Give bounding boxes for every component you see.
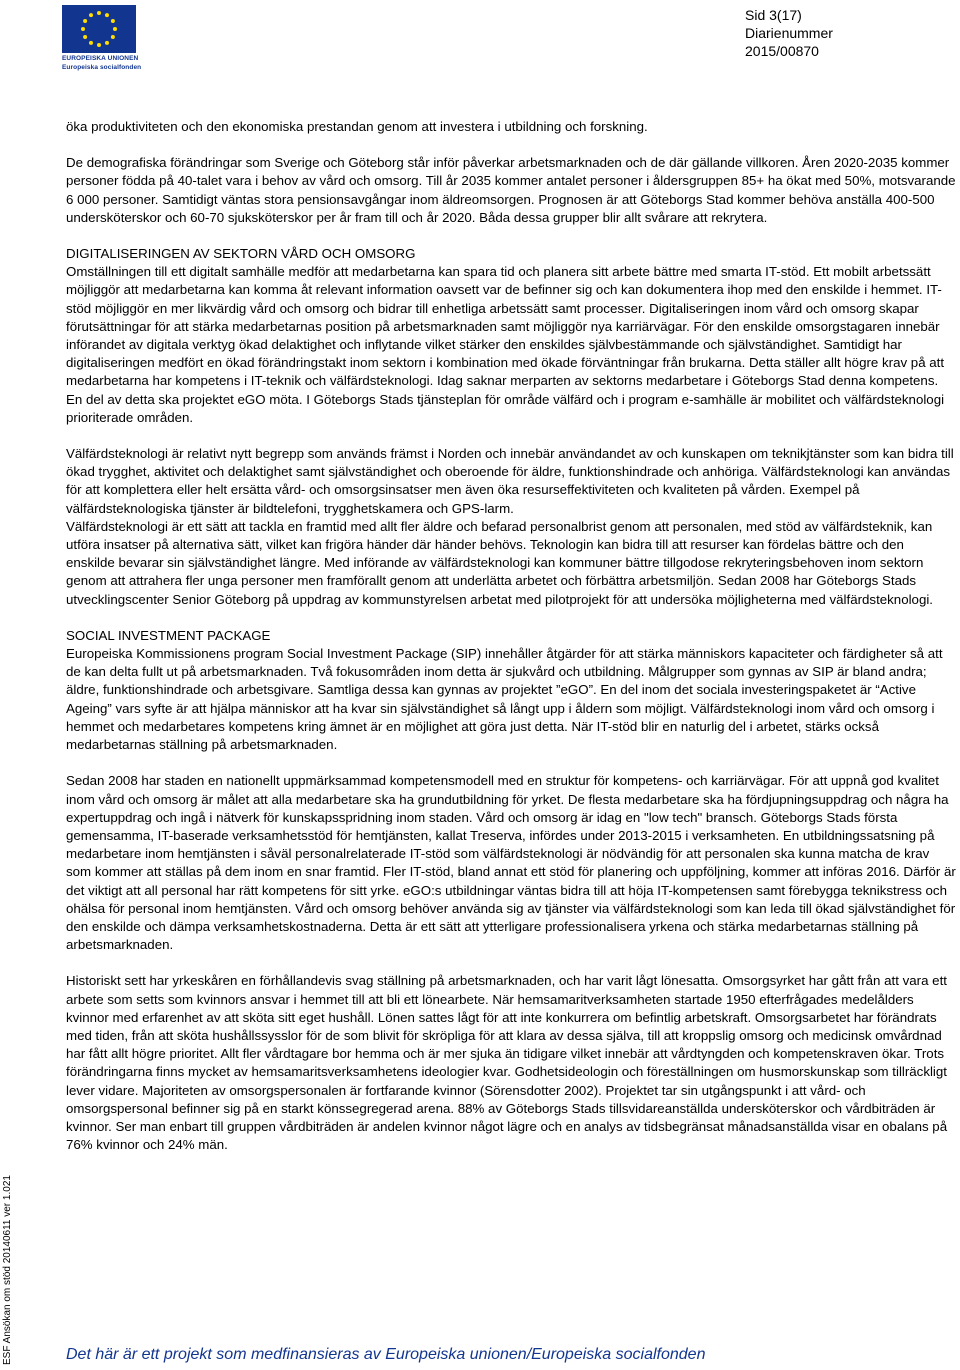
paragraph-competence-model: Sedan 2008 har staden en nationellt uppmärksammad kompetensmodell med en struktur för kompetens- och karriärvägar. För att uppnå god kvalitet inom vård och omsorg är målet att alla medarbetare ska ha grundutbildning för yrket. De flesta medarbetare ska ha fördjupningsuppdrag och några ha expertuppdrag och ingå i nätverk för kunskapsspridning inom staden. Vård och omsorg är idag en "low tech" bransch. Göteborgs Stads första gemensamma, IT-baserade verksamhetsstöd för hemtjänsten, kallat Treserva, infördes under 2013-2015 i verksamheten. En utbildningssatsning på medarbetare inom hemtjänsten i såväl personalrelaterade IT-stöd som välfärdsteknologi är nödvändig för att personalen ska kunna matcha de krav som kommer att ställas på dem inom en snar framtid. Fler IT-stöd, bland annat ett stöd för planering och uppföljning, kommer att införas 2016. Därför är det viktigt att all personal har rätt kompetens för sitt yrke. eGO:s utbildningar väntas bidra till att höja IT-kompetensen samt förebygga teknikstress och ohälsa för personal inom hemtjänsten. Vård och omsorg behöver använda sig av tjänster via välfärdsteknologi som kan leda till ökad självständighet för den enskilde och dämpa verksamhetskostnaderna. Detta är ett sätt att ytterligare professionalisera yrkena och stärka medarbetarnas ställning på arbetsmarknaden. [66, 773, 956, 953]
document-body [66, 118, 956, 1154]
paragraph-demographics: De demografiska förändringar som Sverige och Göteborg står inför påverkar arbetsmarknaden och de där gällande villkoren. Åren 2020-2035 kommer personer födda på 40-talet vara i behov av vård och omsorg. Till år 2035 kommer antalet personer i åldersgruppen 85+ ha ökat med 50%, motsvarande 6 000 personer. Samtidigt väntas stora pensionsavgångar inom äldreomsorgen. Prognosen är att Göteborgs Stad kommer behöva anställa 400-500 undersköterskor och 60-70 sjuksköterskor per år fram till och år 2020. Båda dessa grupper blir allt svårare att rekrytera. [66, 155, 956, 225]
paragraph-welfare-tech: Välfärdsteknologi är relativt nytt begrepp som används främst i Norden och innebär användandet av och kunskapen om teknikjtänster som kan bidra till ökad trygghet, aktivitet och delaktighet samt självständighet och oberoende för äldre, funktionshindrade och anhöriga. Välfärdsteknologi kan användas för att komplettera eller helt ersätta vård- och omsorgsinsatser men även öka resurseffektiviteten och kvaliteten på vården. Exempel på välfärdsteknologiska tjänster är bildtelefoni, trygghetskamera och GPS-larm. [66, 446, 954, 516]
page-number: Sid 3(17) [745, 7, 802, 23]
paragraph-history: Historiskt sett har yrkeskåren en förhållandevis svag ställning på arbetsmarknaden, och har varit lågt lönesatta. Omsorgsyrket har gått från att vara ett arbete som setts som kvinnors ansvar i hemmet till att bli ett lönearbete. När hemsamaritverksamheten startade 1950 efterfrågades medelålders kvinnor med erfarenhet av att sköta sitt eget hushåll. Lönen sattes lågt för att inte konkurrera om befintlig arbetskraft. Omsorgsarbetet har förändrats med tiden, från att sköta hushållssysslor för de som blivit för skröpliga för att klara av dessa själva, till att kroppslig omsorg och medicinsk omvårdnad har fått allt högre prioritet. Allt fler vårdtagare bor hemma och är mer sjuka än tidigare vilket innebär att vårdtyngden och kompetenskraven ökar. Trots förändringarna finns mycket av hemsamaritsverksamhetens ideologier kvar. Godhetsideologin och föreställningen om husmorskunskap som tillräckligt lever vidare. Majoriteten av omsorgspersonalen är fortfarande kvinnor (Sörensdotter 2002). Projektet tar sin utgångspunkt i att vård- och omsorgspersonal befinner sig på en starkt könssegregerad arena. 88% av Göteborgs Stads tillsvidareanställda undersköterskor och vårdbiträden är kvinnor. Ser man enbart till gruppen vårdbiträden är andelen kvinnor något lägre och en analys av tidsbegränsat månadsanställda visar en obalans på 76% kvinnor och 24% män. [66, 973, 948, 1153]
eu-logo [62, 5, 142, 71]
paragraph-intro: öka produktiviteten och den ekonomiska prestandan genom att investera i utbildning och forskning. [66, 119, 648, 134]
paragraph-sip: Europeiska Kommissionens program Social Investment Package (SIP) innehåller åtgärder för att stärka människors kapaciteter och färdigheter så att de kan delta fullt ut på arbetsmarknaden. Två fokusområden inom detta är sjukvård och utbildning. Målgrupper som gynnas av SIP är bland andra; äldre, funktionshindrade och arbetsgivare. Samtliga dessa kan gynnas av projektet ”eGO”. En del inom det sociala investeringspaketet är “Active Ageing” vars syfte är att hjälpa människor att ha kvar sin självständighet så långt upp i åldern som möjligt. Välfärdsteknologi inom vård och omsorg i hemmet och medarbetares kompetens kring ämnet är en möjlighet att göra just detta. När IT-stöd blir en naturlig del i arbetet, stärks också medarbetarnas ställning på arbetsmarknaden. [66, 646, 943, 753]
sidebar-text: ESF Ansökan om stöd 20140611 ver 1.021 [2, 1175, 13, 1365]
diary-number: 2015/00870 [745, 43, 819, 59]
diary-label: Diarienummer [745, 25, 833, 41]
logo-line-2: Europeiska socialfonden [62, 64, 142, 71]
footer-funding-note: Det här är ett projekt som medfinansieras av Europeiska unionen/Europeiska socialfonden [66, 1346, 706, 1363]
paragraph-welfare-tech-future: Välfärdsteknologi är ett sätt att tackla en framtid med allt fler äldre och befarad personalbrist genom att personalen, med stöd av välfärdsteknik, kan utföra insatser på alternativa sätt, vilket kan frigöra händer där händer behövs. Teknologin kan bidra till att resurser kan fördelas bättre och den enskilde bevarar sin självständighet längre. Med införande av välfärdsteknologi kan kommuner bättre tillgodose rekryteringsbehoven inom sektorn genom att attrahera fler unga personer men framförallt genom att underlätta arbetet och förbättra arbetsmiljön. Sedan 2008 har Göteborgs Stads utvecklingscenter Senior Göteborg på uppdrag av kommunstyrelsen arbetat med pilotprojekt för att undersöka möjligheterna med välfärdsteknologi. [66, 518, 933, 607]
section-heading-digitalization: DIGITALISERINGEN AV SEKTORN VÅRD OCH OMSORG [66, 246, 416, 262]
paragraph-digitalization: Omställningen till ett digitalt samhälle medför att medarbetarna kan spara tid och planera sitt arbete bättre med smarta IT-stöd. Ett mobilt arbetssätt möjliggör att medarbetarna kan komma åt relevant information oavsett var de befinner sig och kan dokumentera ihop med den enskilde i hemmet. IT-stöd möjliggör en mer likvärdig vård och omsorg och bidrar till enhetliga arbetssätt samt processer. Digitaliseringen inom vård och omsorg skapar förutsättningar för att stärka medarbetarnas position på arbetsmarknaden samt möjliggör nya karriärvägar. För den enskilde omsorgstagaren innebär införandet av digitala verktyg ökad delaktighet och inflytande vilket stärker den enskildes självbestämmande och självständighet. Samtidigt har digitaliseringen medfört en ökad förändringstakt inom sektorn i kombination med ökade förväntningar från brukarna. Detta ställer allt högre krav på att medarbetarna har kompetens i IT-teknik och välfärdsteknologi. Idag saknar merparten av sektorns medarbetare i Göteborgs Stad denna kompetens. En del av detta ska projektet eGO möta. I Göteborgs Stads tjänsteplan för område välfärd och i program e-samhälle är mobilitet och välfärdsteknologi prioriterade områden. [66, 264, 945, 425]
logo-line-1: EUROPEISKA UNIONEN [62, 55, 139, 62]
eu-flag-icon [62, 5, 136, 53]
document-header [745, 6, 833, 60]
section-heading-sip: SOCIAL INVESTMENT PACKAGE [66, 627, 271, 643]
